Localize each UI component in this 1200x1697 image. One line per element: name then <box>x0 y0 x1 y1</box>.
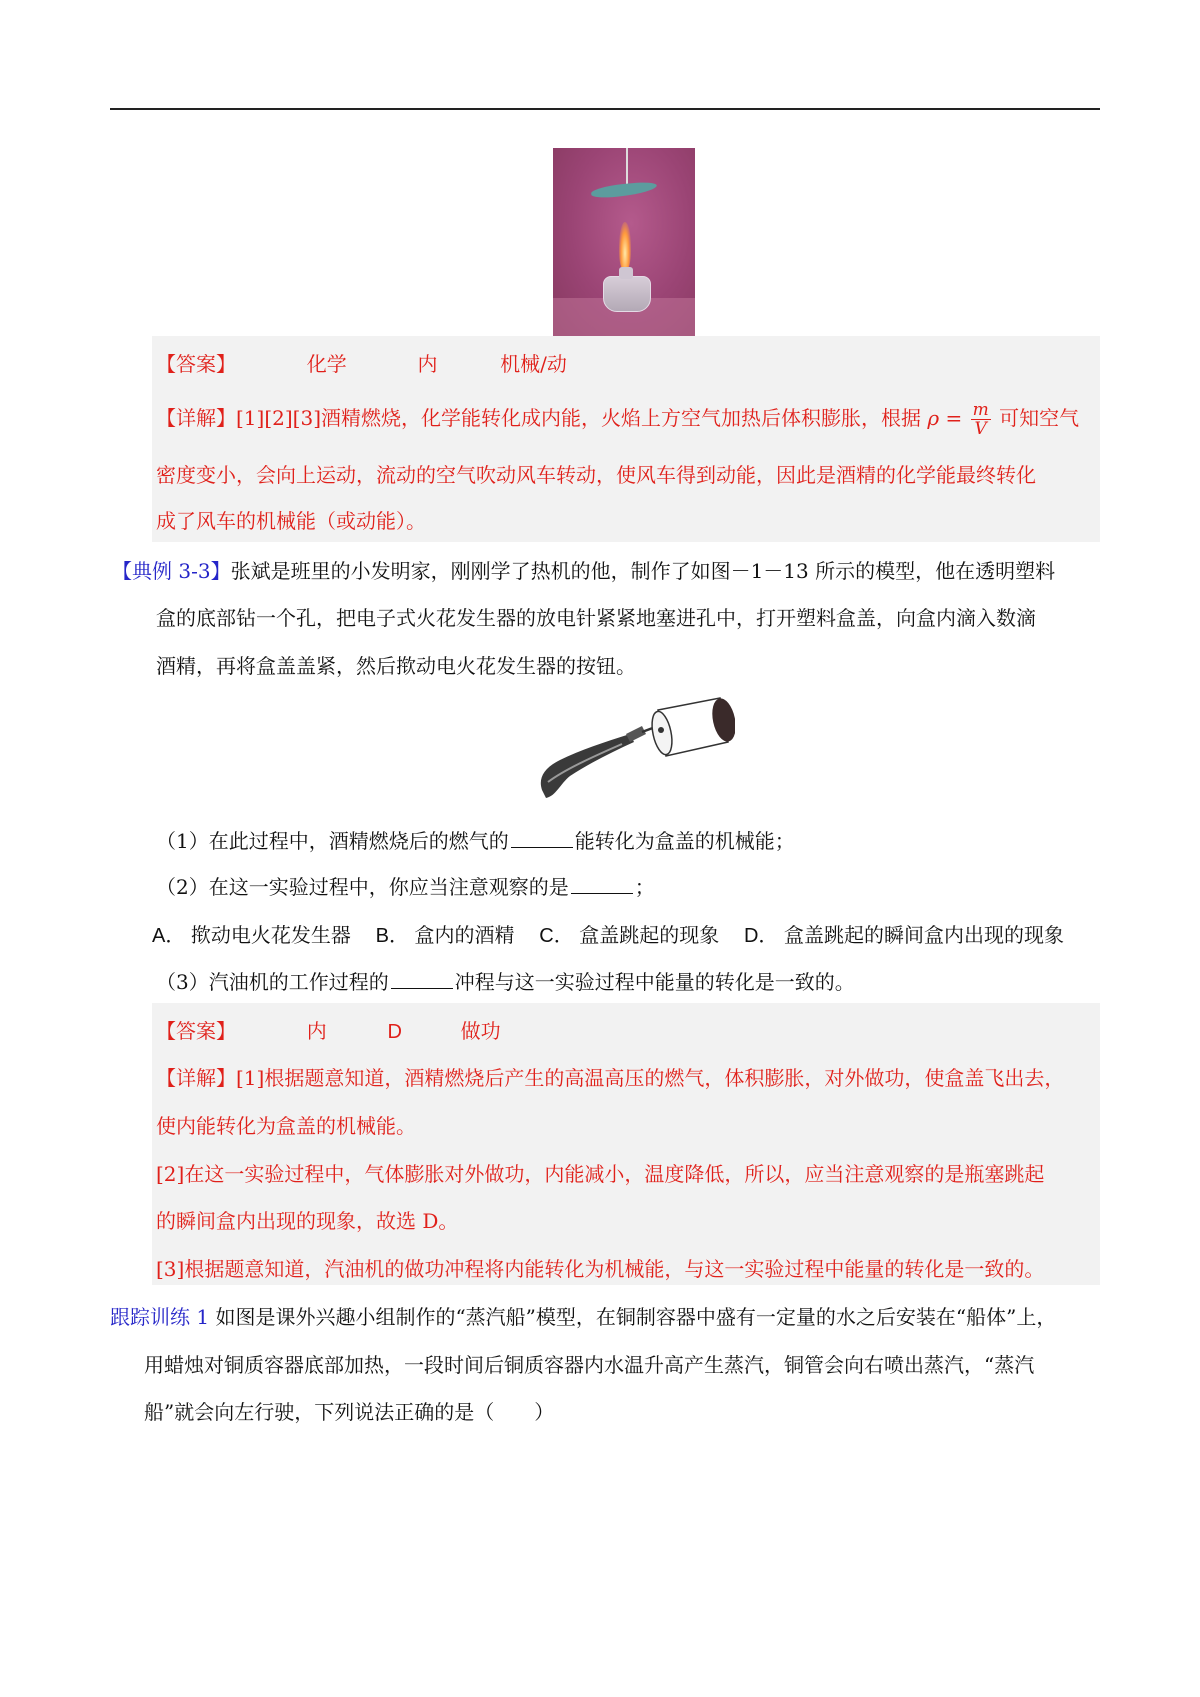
detail-line: 密度变小，会向上运动，流动的空气吹动风车转动，使风车得到动能，因此是酒精的化学能最终转化 <box>156 463 1036 487</box>
training-line: 用蜡烛对铜质容器底部加热，一段时间后铜质容器内水温升高产生蒸汽，铜管会向右喷出蒸汽，“蒸汽 <box>144 1353 1035 1377</box>
detail-label: 【详解】 <box>156 406 236 430</box>
training-text: 如图是课外兴趣小组制作的“蒸汽船”模型，在铜制容器中盛有一定量的水之后安装在“船体”上， <box>215 1305 1057 1329</box>
question-text: （1）在此过程中，酒精燃烧后的燃气的 <box>156 829 509 853</box>
answer-row-1 <box>156 348 567 377</box>
detail-line <box>156 401 1079 438</box>
answer-blank[interactable] <box>391 970 453 989</box>
answer-3: 机械/动 <box>500 352 567 376</box>
fraction-denominator: V <box>974 419 987 439</box>
answer-panel-2 <box>152 1003 1100 1285</box>
answer-label: 【答案】 <box>156 352 236 376</box>
option-b[interactable]: B． 盒内的酒精 <box>375 925 515 947</box>
answer-2: 内 <box>417 352 438 376</box>
option-a[interactable]: A． 揿动电火花发生器 <box>152 925 351 947</box>
question-text: 能转化为盒盖的机械能； <box>574 829 795 853</box>
options-row <box>152 919 1064 948</box>
detail-line <box>156 1062 1064 1091</box>
example-line <box>112 555 1055 584</box>
option-c[interactable]: C． 盒盖跳起的现象 <box>539 925 720 947</box>
answer-blank[interactable] <box>511 829 573 848</box>
example-text: 张斌是班里的小发明家，刚刚学了热机的他，制作了如图－1－13 所示的模型，他在透明塑料 <box>230 559 1056 583</box>
density-fraction <box>971 401 991 438</box>
training-line: 船”就会向左行驶，下列说法正确的是（ ） <box>144 1400 555 1424</box>
answer-1: 内 <box>306 1019 327 1043</box>
answer-row-2 <box>156 1015 501 1044</box>
answer-2: D <box>387 1021 402 1043</box>
example-label: 【典例 3-3】 <box>112 559 231 583</box>
example-line: 酒精，再将盒盖盖紧，然后揿动电火花发生器的按钮。 <box>156 654 636 678</box>
question-text: （2）在这一实验过程中，你应当注意观察的是 <box>156 875 569 899</box>
question-3 <box>156 966 855 995</box>
training-label: 跟踪训练 1 <box>110 1305 210 1329</box>
detail-line: 的瞬间盒内出现的现象，故选 D。 <box>156 1209 459 1233</box>
detail-text: [1]根据题意知道，酒精燃烧后产生的高温高压的燃气，体积膨胀，对外做功，使盒盖飞出去， <box>236 1066 1065 1090</box>
detail-line: [2]在这一实验过程中，气体膨胀对外做功，内能减小，温度降低，所以，应当注意观察的是瓶塞跳起 <box>156 1162 1045 1186</box>
fraction-numerator: m <box>972 400 989 420</box>
answer-blank[interactable] <box>571 875 633 894</box>
option-d[interactable]: D． 盒盖跳起的瞬间盒内出现的现象 <box>743 925 1064 947</box>
question-text: 冲程与这一实验过程中能量的转化是一致的。 <box>454 970 855 994</box>
detail-line: [3]根据题意知道，汽油机的做功冲程将内能转化为机械能，与这一实验过程中能量的转化是一致的。 <box>156 1257 1045 1281</box>
question-text: （3）汽油机的工作过程的 <box>156 970 389 994</box>
answer-3: 做功 <box>460 1019 501 1043</box>
alcohol-lamp-pinwheel-photo <box>553 148 695 336</box>
detail-label: 【详解】 <box>156 1066 236 1090</box>
detail-line: 使内能转化为盒盖的机械能。 <box>156 1114 416 1138</box>
question-1 <box>156 825 795 854</box>
detail-text: 可知空气 <box>999 406 1080 430</box>
example-line: 盒的底部钻一个孔，把电子式火花发生器的放电针紧紧地塞进孔中，打开塑料盒盖，向盒内滴入数滴 <box>156 606 1036 630</box>
spark-generator-box-figure <box>530 690 735 805</box>
header-rule <box>110 108 1100 110</box>
formula-lhs: ρ = <box>927 406 963 430</box>
detail-text: [1][2][3]酒精燃烧，化学能转化成内能，火焰上方空气加热后体积膨胀，根据 <box>236 406 921 430</box>
question-text: ； <box>634 875 655 899</box>
detail-line: 成了风车的机械能（或动能）。 <box>156 509 426 533</box>
training-line <box>110 1301 1056 1330</box>
answer-1: 化学 <box>306 352 347 376</box>
answer-label: 【答案】 <box>156 1019 236 1043</box>
question-2 <box>156 871 655 900</box>
